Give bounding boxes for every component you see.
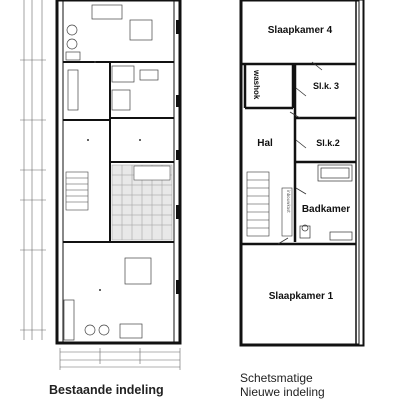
existing-bathroom-tiles [112, 165, 172, 240]
dimension-lines-bottom [60, 348, 180, 370]
sketch-caption-line2: Nieuwe indeling [240, 385, 325, 399]
existing-floorplan [20, 0, 180, 370]
sketch-bath-fixtures [300, 165, 352, 240]
sketch-stairs [247, 172, 269, 236]
room-label-slaapkamer-4: Slaapkamer 4 [267, 25, 333, 36]
sketch-caption-line1: Schetsmatige [240, 371, 313, 385]
existing-stairs [66, 172, 88, 210]
room-label-hal: Hal [257, 138, 273, 149]
room-label-slk3: Sl.k. 3 [312, 81, 340, 91]
dimension-lines-left [20, 0, 46, 340]
room-label-washok: washok [252, 70, 261, 100]
room-label-slaapkamer-1: Slaapkamer 1 [268, 291, 334, 302]
room-label-badkamer: Badkamer [301, 204, 351, 215]
room-label-inbouwkast: inbouwkast [286, 190, 291, 213]
sketch-floorplan [241, 0, 363, 345]
room-label-slk2: Sl.k.2 [316, 138, 340, 148]
existing-caption: Bestaande indeling [49, 383, 164, 397]
